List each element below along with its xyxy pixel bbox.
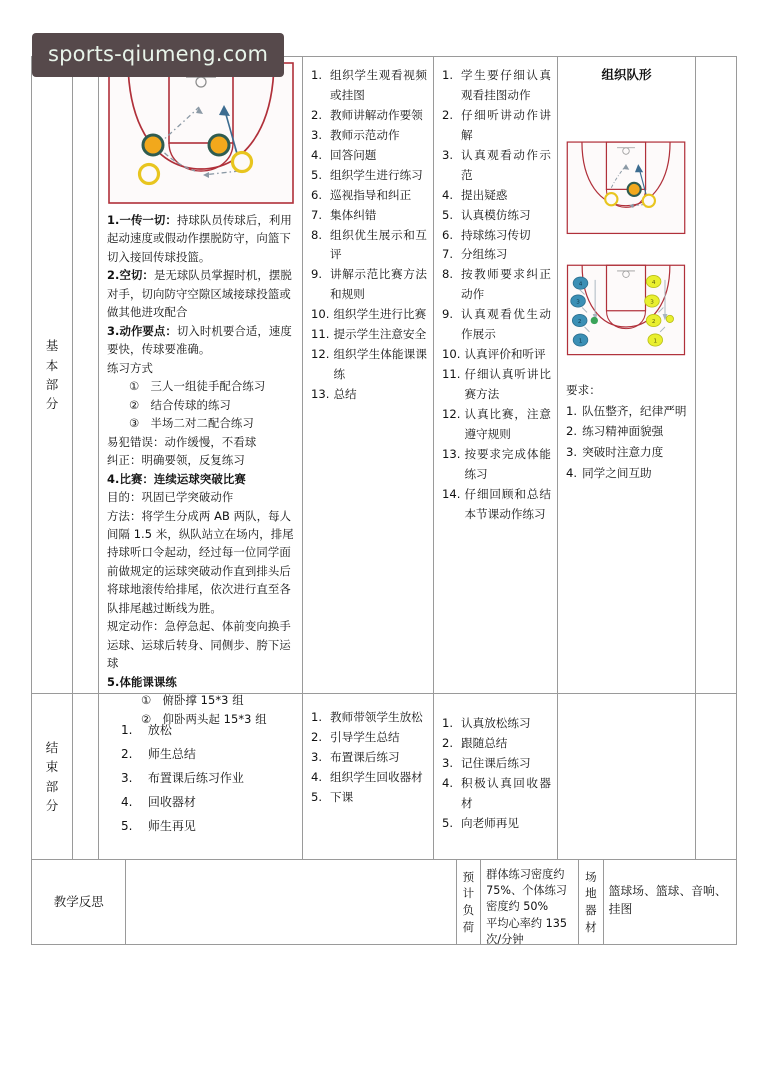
pass-and-cut-diagram [99,57,302,209]
table-row-end-part [32,693,736,859]
end-student-activity-5: 向老师再见 [461,815,519,830]
teacher-activity-1: 组织学生观看视频或挂图 [330,68,427,102]
end-teacher-activity-list [303,694,433,814]
student-activity-13: 按要求完成体能练习 [464,446,551,481]
match-purpose: 目的：巩固已学突破动作 [107,490,234,505]
list-item: 4. 回收器材 [121,790,296,814]
end-content-3: 布置课后练习作业 [147,771,244,785]
teacher-activity-3: 教师示范动作 [330,127,400,142]
end-student-activity-3: 记住课后练习 [461,755,531,770]
player-offense-ball-left [143,135,163,155]
requirement-3: 突破时注意力度 [582,444,664,459]
row-label-end-part-text [32,694,72,859]
reflection-label-text: 教学反思 [53,893,104,909]
student-activity-list [434,57,557,531]
list-item: 2. 教师讲解动作要领 [311,106,427,126]
empty-cut-diagram [558,83,695,244]
reflection-value-cell[interactable] [126,860,456,944]
practice-item-2 [107,396,296,414]
list-item: 2. 跟随总结 [442,734,551,754]
player-defender-low-left [140,165,159,184]
table-row-reflection [32,859,736,944]
list-item: 4. 回答问题 [311,146,427,166]
list-item: 3. 突破时注意力度 [566,442,689,463]
student-activity-7: 分组练习 [461,247,508,262]
list-item: 2. 练习精神面貌强 [566,421,689,442]
main-content-cell [99,57,303,726]
student-activity-8: 按教师要求纠正动作 [461,267,551,302]
practice-item-1-mark: ① [129,379,140,394]
teacher-activity-10: 组织学生进行比赛 [333,307,427,322]
fitness-item-2-mark: ② [141,711,152,726]
end-content-2: 师生总结 [147,747,196,761]
main-content-text [99,209,302,734]
student-activity-14: 仔细回顾和总结本节课动作练习 [464,486,551,521]
svg-text:2: 2 [577,318,582,325]
requirement-1: 队伍整齐，纪律严明 [582,403,687,418]
label-char: 分 [45,797,59,813]
spacer-column-main [73,57,99,693]
label-char: 部 [45,377,59,392]
label-char: 结 [45,739,59,755]
end-content-cell [99,694,303,859]
list-item: 10. 组织学生进行比赛 [311,305,427,325]
teacher-activity-12: 组织学生体能课课练 [333,347,427,382]
ball-marker-right [666,315,673,322]
practice-item-3-mark: ③ [129,416,140,431]
venue-equipment-label: 场 地 器 材 [585,869,597,934]
list-item: 1. 认真放松练习 [442,714,551,734]
list-item: 5. 师生再见 [121,814,296,838]
technique-item-3 [107,322,296,359]
end-teacher-activity-cell [303,694,434,859]
list-item: 8. 组织优生展示和互评 [311,226,427,266]
expected-load-line-2: 平均心率约 135 次/分钟 [486,916,568,946]
practice-item-1 [107,377,296,395]
list-item: 11. 仔细认真听讲比赛方法 [442,365,551,405]
list-item: 13. 总结 [311,385,427,405]
list-item: 11. 提示学生注意安全 [311,325,427,345]
list-item: 3. 布置课后练习 [311,748,427,768]
end-teacher-activity-4: 组织学生回收器材 [330,769,423,784]
player-offense-ball [628,183,641,196]
list-item: 5. 下课 [311,788,427,808]
player-teammate-right [643,195,655,207]
player-teammate-left [605,193,617,205]
list-item: 2. 引导学生总结 [311,728,427,748]
court-svg-org-1 [564,138,688,244]
end-student-activity-4: 积极认真回收器材 [461,775,551,810]
list-item: 4. 积极认真回收器材 [442,774,551,814]
teacher-activity-13: 总结 [333,387,357,401]
technique-item-2 [107,266,296,321]
technique-item-3-text: 切入时机要合适，速度要快，传球要准确。 [107,323,292,357]
technique-item-1 [107,211,296,266]
player-defender-right [233,153,252,172]
court-svg-main [103,59,299,207]
student-activity-cell [434,57,558,693]
student-activity-2: 仔细听讲动作讲解 [461,107,551,142]
svg-text:3: 3 [576,299,580,306]
end-content-5: 师生再见 [147,819,196,833]
reflection-label-cell [32,860,126,944]
list-item: 13. 按要求完成体能练习 [442,445,551,485]
end-student-activity-1: 认真放松练习 [461,716,531,730]
end-teacher-activity-1: 教师带领学生放松 [330,710,423,724]
student-activity-3: 认真观看动作示范 [461,147,551,182]
practice-heading: 练习方式 [107,360,153,375]
player-offense-ball-right [209,135,229,155]
row-label-main-part [32,57,73,693]
teacher-activity-5: 组织学生进行练习 [330,167,423,182]
label-char: 束 [45,759,59,775]
fitness-item-2-text: 仰卧两头起 15*3 组 [162,711,267,726]
list-item: 5. 组织学生进行练习 [311,166,427,186]
organization-cell [558,57,696,693]
technique-item-1-text: 持球队员传球后，利用起动速度或假动作摆脱防守，向篮下切入接回传球投篮。 [107,213,292,264]
lesson-plan-table [31,56,737,945]
venue-equipment-value-cell [604,860,736,944]
list-item: 3. 认真观看动作示范 [442,146,551,186]
list-item: 4. 组织学生回收器材 [311,768,427,788]
requirement-2: 练习精神面貌强 [582,424,664,439]
ball-marker-left [591,317,598,324]
end-content-4: 回收器材 [147,795,196,809]
list-item: 9. 讲解示范比赛方法和规则 [311,265,427,305]
practice-item-2-mark: ② [129,397,140,412]
list-item: 7. 集体纠错 [311,206,427,226]
technique-item-3-title: 3.动作要点： [107,323,177,338]
student-activity-11: 仔细认真听讲比赛方法 [464,367,551,401]
technique-item-1-title: 1.一传一切： [107,213,177,227]
two-column-relay-diagram [558,244,695,366]
student-activity-9: 认真观看优生动作展示 [461,307,551,342]
organization-title: 组织队形 [601,67,652,82]
end-content-1: 放松 [147,723,172,737]
list-item: 5. 向老师再见 [442,814,551,834]
practice-item-3-text: 半场二对二配合练习 [150,416,254,431]
list-item: 14. 仔细回顾和总结本节课动作练习 [442,485,551,525]
teacher-activity-4: 回答问题 [330,147,377,162]
list-item: 7. 分组练习 [442,245,551,265]
technique-item-2-text: 是无球队员掌握时机，摆脱对手，切向防守空隙区域接球投篮或做其他进攻配合 [107,268,292,320]
teacher-activity-cell [303,57,434,693]
expected-load-value [481,860,578,955]
end-student-activity-cell [434,694,558,859]
requirements-title: 要求： [566,383,601,397]
technique-item-2-title: 2.空切： [107,268,154,283]
list-item: 1. 组织学生观看视频或挂图 [311,66,427,106]
label-char: 部 [45,778,59,794]
list-item: 9. 认真观看优生动作展示 [442,305,551,345]
student-activity-1: 学生要仔细认真观看挂图动作 [461,68,551,102]
venue-equipment-value: 篮球场、篮球、音响、挂图 [608,884,727,917]
fitness-item-1-text: 俯卧撑 15*3 组 [162,693,244,708]
svg-text:4: 4 [578,281,583,288]
student-activity-6: 持球练习传切 [461,227,531,242]
list-item: 1. 教师带领学生放松 [311,708,427,728]
common-errors: 易犯错误：动作缓慢，不看球 [107,434,257,449]
label-char: 基 [45,338,59,354]
list-item: 12. 认真比赛，注意遵守规则 [442,405,551,445]
teacher-activity-7: 集体纠错 [330,207,377,222]
end-teacher-activity-3: 布置课后练习 [330,749,400,764]
list-item: 10. 认真评价和听评 [442,345,551,365]
end-student-activity-2: 跟随总结 [461,735,508,750]
expected-load-line-1: 群体练习密度约 75%、个体练习密度约 50% [486,868,567,914]
svg-text:1: 1 [578,338,583,345]
svg-text:2: 2 [651,318,656,325]
end-teacher-activity-5: 下课 [330,789,354,804]
list-item: 1. 队伍整齐，纪律严明 [566,401,689,422]
list-item: 2. 仔细听讲动作讲解 [442,106,551,146]
end-teacher-activity-2: 引导学生总结 [330,729,400,744]
label-char: 本 [45,357,59,373]
teacher-activity-6: 巡视指导和纠正 [330,187,412,202]
tail-column-main [696,57,736,693]
list-item: 3. 布置课后练习作业 [121,766,296,790]
spacer-column-end [73,694,99,859]
label-char: 分 [45,396,59,412]
fitness-title: 5.体能课课练 [107,674,177,689]
student-activity-12: 认真比赛，注意遵守规则 [464,406,551,441]
organization-requirements [558,366,695,489]
venue-equipment-label-cell [579,860,604,944]
expected-load-value-cell [481,860,579,944]
expected-load-label-cell [457,860,482,944]
reflection-value [126,860,455,874]
list-item: 1. 放松 [121,718,296,742]
end-content-list [99,694,302,844]
match-title: 4.比赛：连续运球突破比赛 [107,471,246,486]
svg-text:4: 4 [651,279,656,286]
site-watermark: sports-qiumeng.com [32,33,284,77]
teacher-activity-list [303,57,433,411]
list-item: 12. 组织学生体能课课练 [311,345,427,385]
reflection-label [32,860,125,944]
requirement-4: 同学之间互助 [582,465,652,480]
court-svg-org-2 [564,262,688,366]
match-method: 方法：将学生分成两 AB 两队，每人间隔 1.5 米，纵队站立在场内，排尾持球听口令起动，经过每一位同学面前做规定的运球突破动作直到排头后将球地滚传给排尾，依次进行直至各队排尾越过断线为胜。 [107,508,294,615]
list-item: 6. 巡视指导和纠正 [311,186,427,206]
teacher-activity-11: 提示学生注意安全 [333,327,427,342]
list-item: 4. 同学之间互助 [566,463,689,484]
row-label-main-part-text [32,57,72,693]
row-label-end-part [32,694,73,859]
list-item: 3. 记住课后练习 [442,754,551,774]
end-organization-cell [558,694,696,859]
student-activity-5: 认真模仿练习 [461,207,531,222]
fitness-item-1-mark: ① [141,693,152,708]
teacher-activity-9: 讲解示范比赛方法和规则 [330,267,427,302]
list-item: 6. 持球练习传切 [442,226,551,246]
student-activity-4: 提出疑惑 [461,187,508,202]
list-item: 5. 认真模仿练习 [442,206,551,226]
svg-text:1: 1 [653,338,658,345]
practice-item-2-text: 结合传球的练习 [150,397,231,412]
practice-item-3 [107,414,296,432]
list-item: 3. 教师示范动作 [311,126,427,146]
teacher-activity-2: 教师讲解动作要领 [330,107,423,122]
student-activity-10: 认真评价和听评 [464,347,546,362]
required-moves: 规定动作：急停急起、体前变向换手运球、运球后转身、同侧步、胯下运球 [107,619,291,671]
svg-text:3: 3 [650,299,654,306]
end-student-activity-list [434,694,557,840]
list-item: 2. 师生总结 [121,742,296,766]
error-correction: 纠正：明确要领，反复练习 [107,453,245,468]
list-item: 1. 学生要仔细认真观看挂图动作 [442,66,551,106]
expected-load-label: 预 计 负 荷 [462,869,475,934]
teacher-activity-8: 组织优生展示和互评 [330,227,427,262]
tail-column-end [696,694,736,859]
practice-item-1-text: 三人一组徒手配合练习 [150,379,266,394]
list-item: 8. 按教师要求纠正动作 [442,265,551,305]
list-item: 4. 提出疑惑 [442,186,551,206]
